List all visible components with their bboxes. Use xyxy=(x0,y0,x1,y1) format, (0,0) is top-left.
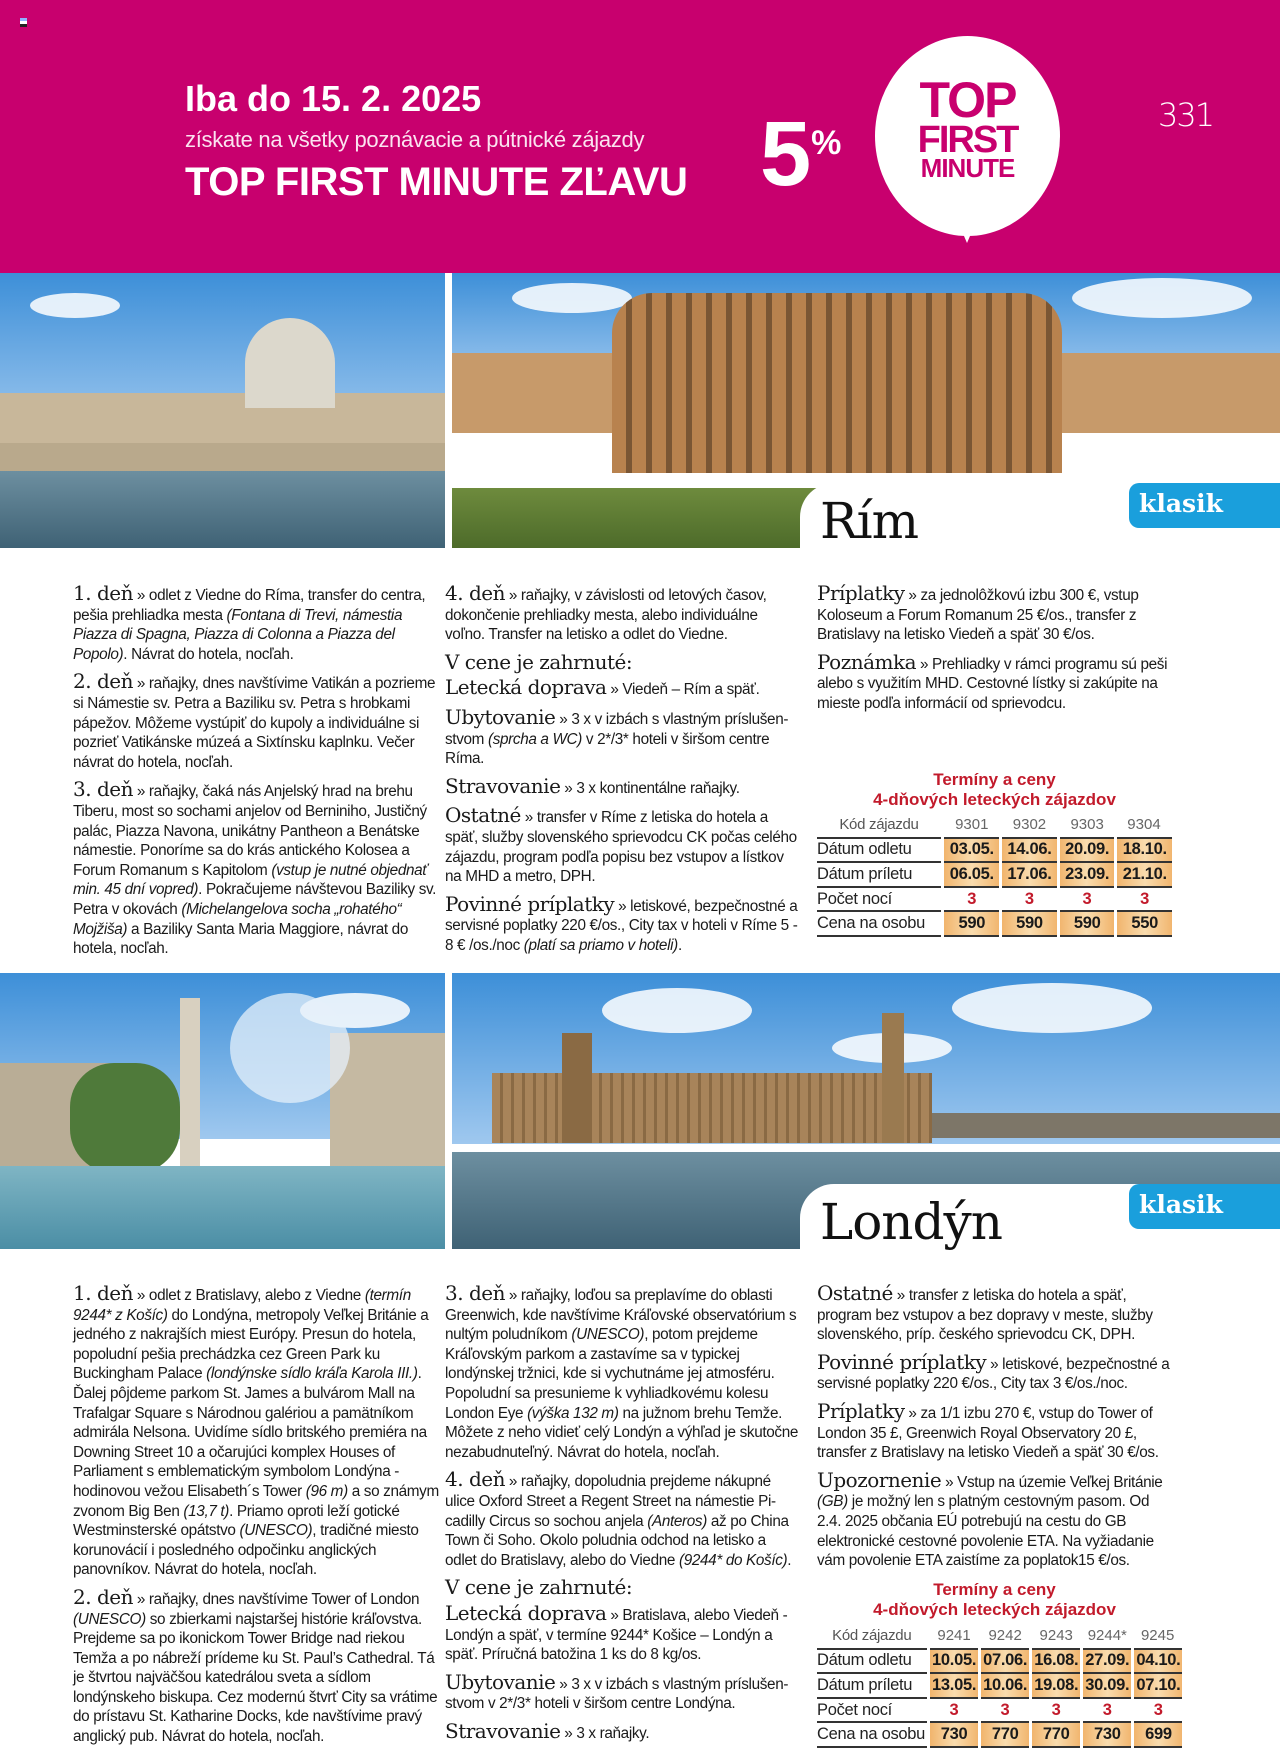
tour-code: 9242 xyxy=(980,1624,1031,1649)
logo-text: TOP xyxy=(919,72,1016,128)
category-badge: klasik xyxy=(1129,1184,1280,1229)
paragraph-heading: Príplatky xyxy=(817,581,905,605)
italic-note: (Michelangelova socha „rohatého“ Mojžiša) xyxy=(73,900,402,938)
text-run: » Vstup na územie Veľkej Británie xyxy=(941,1473,1163,1491)
table-title-line: Termíny a ceny xyxy=(933,1580,1056,1599)
table-cell: 27.09. xyxy=(1082,1649,1133,1674)
top-first-minute-logo xyxy=(875,36,1060,236)
table-cell: 10.05. xyxy=(929,1649,980,1674)
paragraph-heading: Ubytovanie xyxy=(445,1669,556,1694)
itinerary-column-1 xyxy=(73,581,443,967)
table-cell: 590 xyxy=(1058,911,1116,936)
percent-sign: % xyxy=(811,124,842,162)
table-row xyxy=(817,1624,1182,1649)
row-label: Kód zájazdu xyxy=(817,813,943,838)
text-run: » Viedeň – Rím a späť. xyxy=(606,681,760,699)
itinerary-paragraph xyxy=(445,803,800,886)
text-run: je možný len s platným cestovným pasom. Od 2.4. 2025 občania EÚ potrebujú na cestu do GB elektronické cestovné povolenie ETA. Na vyžiadanie vám povolenie ETA zaistíme za poplatok15 €/os. xyxy=(817,1493,1154,1570)
text-run: . xyxy=(677,936,682,954)
itinerary-paragraph xyxy=(817,1281,1177,1345)
itinerary-paragraph xyxy=(73,1281,443,1580)
table-title-line: Termíny a ceny xyxy=(933,770,1056,789)
text-run: » 3 x v izbách s vlastným príslušenstvom v 2*/3* hoteli v širšom centre Londýna. xyxy=(445,1675,789,1713)
table-row xyxy=(817,813,1172,838)
text-run: » transfer v Ríme z letiska do hotela a späť, služby slovenského sprievodcu CK počas celého zájazdu, program podľa popisu bez vstupov a lístkov na MHD a metro, DPH. xyxy=(445,809,797,886)
paragraph-heading: 3. deň xyxy=(73,777,133,802)
row-label: Dátum odletu xyxy=(817,1649,929,1674)
table-cell: 550 xyxy=(1116,911,1172,936)
page-number: 331 xyxy=(1158,96,1214,134)
row-label: Dátum príletu xyxy=(817,1673,929,1698)
table-cell: 20.09. xyxy=(1058,838,1116,863)
itinerary-paragraph xyxy=(445,1281,800,1462)
table-row xyxy=(817,1722,1182,1747)
text-run: » 3 x kontinentálne raňajky. xyxy=(560,779,740,797)
text-run: » letiskové, bezpečnostné a servisné poplatky 220 €/os., City tax v hoteli v Ríme 5 - 8 € /os./noc xyxy=(445,897,798,954)
text-run: » za 1/1 izbu 270 €, vstup do Tower of London 35 £, Greenwich Royal Observatory 20 £, transfer z Bratislavy na letisko Viedeň a späť 30 €/os. xyxy=(817,1404,1159,1462)
paragraph-heading: Upozornenie xyxy=(817,1467,942,1492)
paragraph-heading: 4. deň xyxy=(445,581,505,605)
promo-banner xyxy=(0,0,1280,273)
destination-title: Rím xyxy=(820,492,919,550)
text-run: » raňajky, dopoludnia prejdeme nákupné ulice Oxford Street a Regent Street na námestie Picadilly Circus so sochou anjela xyxy=(445,1473,777,1530)
row-label: Počet nocí xyxy=(817,887,943,912)
paragraph-heading: Letecká doprava xyxy=(445,675,607,700)
info-column-3 xyxy=(817,1281,1177,1579)
text-run: » raňajky, v závislosti od letových časov, dokončenie prehliadky mesta, alebo individuálne voľno. Transfer na letisko a odlet do Viedne. xyxy=(445,587,767,644)
paragraph-heading: Ubytovanie xyxy=(445,704,556,729)
table-cell: 3 xyxy=(929,1698,980,1723)
text-run: » raňajky, dnes navštívime Tower of London xyxy=(132,1590,420,1608)
destination-title: Londýn xyxy=(820,1193,1002,1251)
price-table xyxy=(817,813,1172,937)
itinerary-paragraph xyxy=(73,1584,443,1747)
table-cell: 14.06. xyxy=(1001,838,1059,863)
table-title-line: 4-dňových leteckých zájazdov xyxy=(873,1600,1116,1619)
price-table xyxy=(817,1624,1182,1748)
tour-code: 9303 xyxy=(1058,813,1116,838)
text-run: » raňajky, dnes navštívime Vatikán a pozrieme si Námestie sv. Petra a Baziliku sv. Petra s hrobkami pápežov. Môžeme vystúpiť do kupoly a individuálne si pozrieť Vatikánske múzeá a Sixtínsku kaplnku. Večer návrat do hotela, nocľah. xyxy=(73,675,436,771)
itinerary-paragraph xyxy=(445,773,800,799)
text-run: » letiskové, bezpečnostné a servisné poplatky 220 €/os., City tax 3 €/os./noc. xyxy=(817,1355,1170,1393)
photo-trafalgar-square xyxy=(0,973,445,1249)
row-label: Cena na osobu xyxy=(817,1722,929,1747)
itinerary-paragraph xyxy=(445,581,800,645)
italic-note: (96 m) xyxy=(305,1482,348,1500)
italic-note: (Fontana di Trevi, námestia Piazza di Spagna, Piazza di Colonna a Piazza del Popolo) xyxy=(73,606,403,663)
table-cell: 730 xyxy=(929,1722,980,1747)
discount-value: 5 xyxy=(760,103,812,205)
promo-date: Iba do 15. 2. 2025 xyxy=(185,78,482,119)
itinerary-paragraph xyxy=(445,1718,800,1744)
tour-code: 9241 xyxy=(929,1624,980,1649)
text-run: a so známym zvonom Big Ben xyxy=(73,1482,439,1520)
text-run: až po China Town či Soho. Okolo poludnia odchod na letisko a odlet do Bratislavy, alebo do Viedne xyxy=(445,1512,789,1569)
text-run: » odlet z Viedne do Ríma, transfer do centra, pešia prehliadka mesta xyxy=(73,587,426,624)
paragraph-heading: 4. deň xyxy=(445,1467,505,1492)
paragraph-heading: Stravovanie xyxy=(445,773,561,798)
italic-note: (výška 132 m) xyxy=(527,1404,619,1422)
table-cell: 06.05. xyxy=(943,862,1001,887)
table-cell: 770 xyxy=(980,1722,1031,1747)
row-label: Dátum odletu xyxy=(817,838,943,863)
text-run: . Pokračujeme návštevou Baziliky sv. Petra v okovách xyxy=(73,881,437,918)
section-heading: V cene je zahrnuté: xyxy=(445,649,633,674)
table-row xyxy=(817,911,1172,936)
text-run: » raňajky, čaká nás Anjelský hrad na brehu Tiberu, most so sochami anjelov od Berniniho, Justičný palác, Piazza Navona, unikátny Pantheon a Benátske námestie. Ponoríme sa do krás antického Kolosea a Forum Romanum s Kapitolom xyxy=(73,783,427,879)
italic-note: (Anteros) xyxy=(647,1512,707,1530)
table-cell: 16.08. xyxy=(1031,1649,1082,1674)
text-run: . Ďalej pôjdeme parkom St. James a bulvárom Mall na Trafalgar Square s Národnou galériou a pamätníkom admirála Nelsona. Uvidíme sídlo britského premiéra na Downing Street 10 a očarujúci komplex Houses of Parliament s emblematickým symbolom Londýna - hodinovou vežou Elisabeth´s Tower xyxy=(73,1365,427,1500)
info-column-3 xyxy=(817,581,1177,722)
table-cell: 590 xyxy=(1001,911,1059,936)
table-cell: 23.09. xyxy=(1058,862,1116,887)
tour-code: 9301 xyxy=(943,813,1001,838)
row-label: Dátum príletu xyxy=(817,862,943,887)
text-run: » 3 x v izbách s vlastným príslušenstvom xyxy=(445,710,789,748)
flag-icon xyxy=(20,18,27,27)
table-cell: 07.06. xyxy=(980,1649,1031,1674)
italic-note: (termín 9244* z Košíc) xyxy=(73,1287,411,1324)
table-cell: 30.09. xyxy=(1082,1673,1133,1698)
text-run: » Prehliadky v rámci programu sú peši alebo s využitím MHD. Cestovné lístky si zakúpite na mieste podľa informácií od sprievodcu. xyxy=(817,655,1168,712)
table-row xyxy=(817,1649,1182,1674)
paragraph-heading: 2. deň xyxy=(73,669,133,694)
row-label: Kód zájazdu xyxy=(817,1624,929,1649)
itinerary-paragraph xyxy=(73,669,443,772)
italic-note: (UNESCO) xyxy=(73,1610,146,1628)
italic-note: (9244* do Košíc) xyxy=(678,1551,788,1569)
tour-code: 9243 xyxy=(1031,1624,1082,1649)
text-run: » Bratislava, alebo Viedeň - Londýn a späť, v termíne 9244* Košice – Londýn a späť. Príručná batožina 1 ks do 8 kg/os. xyxy=(445,1606,788,1664)
table-cell: 3 xyxy=(1058,887,1116,912)
table-row xyxy=(817,1673,1182,1698)
text-run: . xyxy=(787,1551,792,1569)
italic-note: (londýnske sídlo kráľa Karola III.) xyxy=(206,1365,418,1383)
row-label: Počet nocí xyxy=(817,1698,929,1723)
tour-code: 9245 xyxy=(1133,1624,1183,1649)
section-heading: V cene je zahrnuté: xyxy=(445,1575,633,1600)
text-run: do Londýna, metropoly Veľkej Británie a jedného z nakrajších miest Európy. Presun do hotela, popoludní pešia prechádzka cez Green Park ku Buckingham Palace xyxy=(73,1306,429,1383)
table-cell: 17.06. xyxy=(1001,862,1059,887)
table-cell: 13.05. xyxy=(929,1673,980,1698)
table-cell: 3 xyxy=(1031,1698,1082,1723)
paragraph-heading: 1. deň xyxy=(73,581,133,605)
italic-note: (GB) xyxy=(817,1493,848,1511)
table-cell: 699 xyxy=(1133,1722,1183,1747)
italic-note: (platí sa priamo v hoteli) xyxy=(523,936,678,954)
table-cell: 04.10. xyxy=(1133,1649,1183,1674)
itinerary-paragraph xyxy=(817,581,1177,645)
tour-code: 9302 xyxy=(1001,813,1059,838)
table-cell: 10.06. xyxy=(980,1673,1031,1698)
table-cell: 3 xyxy=(980,1698,1031,1723)
promo-subtitle: získate na všetky poznávacie a pútnické zájazdy xyxy=(185,127,645,152)
table-cell: 19.08. xyxy=(1031,1673,1082,1698)
itinerary-paragraph xyxy=(817,649,1177,714)
itinerary-paragraph xyxy=(817,1467,1177,1571)
itinerary-paragraph xyxy=(445,1467,800,1570)
paragraph-heading: Povinné príplatky xyxy=(817,1349,987,1374)
table-title-line: 4-dňových leteckých zájazdov xyxy=(873,790,1116,809)
price-table-title xyxy=(817,1580,1172,1620)
photo-vatican xyxy=(0,273,445,548)
table-row xyxy=(817,887,1172,912)
itinerary-paragraph xyxy=(445,704,800,769)
table-cell: 3 xyxy=(1116,887,1172,912)
text-run: » raňajky, loďou sa preplavíme do oblasti Greenwich, kde navštívime Kráľovské observatórium s nultým poludníkom xyxy=(445,1287,797,1344)
paragraph-heading: Povinné príplatky xyxy=(445,891,615,916)
italic-note: (UNESCO) xyxy=(239,1522,313,1540)
paragraph-heading: Stravovanie xyxy=(445,1718,561,1743)
table-cell: 03.05. xyxy=(943,838,1001,863)
text-run: a Baziliky Santa Maria Maggiore, návrat do hotela, nocľah. xyxy=(73,920,408,958)
text-run: so zbierkami najstaršej histórie kráľovstva. Prejdeme sa po ikonickom Tower Bridge nad riekou Temža a po nábreží prídeme ku St. Paul’s Cathedral. Tá je štvrtou najväčšou katedrálou sveta a sídlom londýnskeho biskupa. Cez modernú štvrť City sa vrátime do prístavu St. Katharine Docks, kde navštívime pravý anglický pub. Návrat do hotela, nocľah. xyxy=(73,1610,438,1746)
text-run: » za jednolôžkovú izbu 300 €, vstup Koloseum a Forum Romanum 25 €/os., transfer z Bratislavy na letisko Viedeň a späť 30 €/os. xyxy=(817,587,1139,644)
table-cell: 3 xyxy=(1133,1698,1183,1723)
logo-text: FIRST xyxy=(917,119,1018,161)
text-run: na južnom brehu Temže. Môžete z neho vidieť celý Londýn a výhľad je skutočne nezabudnuteľný. Návrat do hotela, nocľah. xyxy=(445,1404,799,1461)
paragraph-heading: 3. deň xyxy=(445,1281,505,1305)
price-table-title xyxy=(817,770,1172,810)
text-run: » odlet z Bratislavy, alebo z Viedne xyxy=(132,1287,365,1304)
italic-note: (13,7 t) xyxy=(183,1502,230,1520)
text-run: » 3 x raňajky. xyxy=(560,1724,650,1742)
tour-code: 9244* xyxy=(1082,1624,1133,1649)
italic-note: (vstup je nutné objednať min. 45 dní vopred) xyxy=(73,861,428,899)
paragraph-heading: 1. deň xyxy=(73,1281,133,1305)
itinerary-paragraph xyxy=(445,675,800,700)
table-cell: 3 xyxy=(943,887,1001,912)
paragraph-heading: Ostatné xyxy=(445,803,521,828)
table-cell: 730 xyxy=(1082,1722,1133,1747)
table-cell: 3 xyxy=(1001,887,1059,912)
italic-note: (UNESCO) xyxy=(571,1326,645,1344)
table-cell: 07.10. xyxy=(1133,1673,1183,1698)
table-cell: 770 xyxy=(1031,1722,1082,1747)
italic-note: (sprcha a WC) xyxy=(487,730,582,748)
table-row xyxy=(817,862,1172,887)
text-run: . Priamo oproti leží gotické Westminsterské opátstvo xyxy=(73,1502,400,1540)
table-cell: 590 xyxy=(943,911,1001,936)
discount-percent xyxy=(760,103,842,205)
table-row xyxy=(817,838,1172,863)
tour-code: 9304 xyxy=(1116,813,1172,838)
row-label: Cena na osobu xyxy=(817,911,943,936)
itinerary-paragraph xyxy=(445,1600,800,1665)
paragraph-heading: Ostatné xyxy=(817,1281,893,1305)
table-cell: 18.10. xyxy=(1116,838,1172,863)
itinerary-paragraph xyxy=(445,1669,800,1714)
text-run: » transfer z letiska do hotela a späť, program bez vstupov a bez dopravy v meste, služby slovenského, príp. českého sprievodcu CK, DPH. xyxy=(817,1287,1153,1344)
paragraph-heading: Letecká doprava xyxy=(445,1600,607,1625)
text-run: . Návrat do hotela, nocľah. xyxy=(123,645,294,663)
text-run: , potom prejdeme Kráľovským parkom a zastavíme sa v typickej londýnskej tržnici, kde si vychutnáme jej atmosféru. Popoludní sa presunieme k vyhliadkovému kolesu London Eye xyxy=(445,1326,775,1422)
paragraph-heading: Príplatky xyxy=(817,1398,905,1423)
itinerary-paragraph xyxy=(817,1398,1177,1463)
speech-bubble-tail xyxy=(955,215,979,243)
itinerary-paragraph xyxy=(817,1349,1177,1394)
itinerary-paragraph xyxy=(73,777,443,958)
promo-headline: TOP FIRST MINUTE ZĽAVU xyxy=(185,160,688,204)
paragraph-heading: 2. deň xyxy=(73,1584,133,1609)
itinerary-column-2 xyxy=(445,581,800,964)
itinerary-paragraph xyxy=(73,581,443,664)
text-run: v 2*/3* hoteli v širšom centre Ríma. xyxy=(445,730,770,768)
paragraph-heading: Poznámka xyxy=(817,649,917,674)
itinerary-paragraph xyxy=(445,891,800,956)
itinerary-column-1 xyxy=(73,1281,443,1755)
itinerary-column-2 xyxy=(445,1281,800,1751)
table-cell: 3 xyxy=(1082,1698,1133,1723)
text-run: , tradičné miesto korunovácií i posledného odpočinku anglických panovníkov. Návrat do hotela, nocľah. xyxy=(73,1522,419,1579)
category-badge: klasik xyxy=(1129,483,1280,528)
logo-text: MINUTE xyxy=(920,153,1015,184)
table-cell: 21.10. xyxy=(1116,862,1172,887)
table-row xyxy=(817,1698,1182,1723)
